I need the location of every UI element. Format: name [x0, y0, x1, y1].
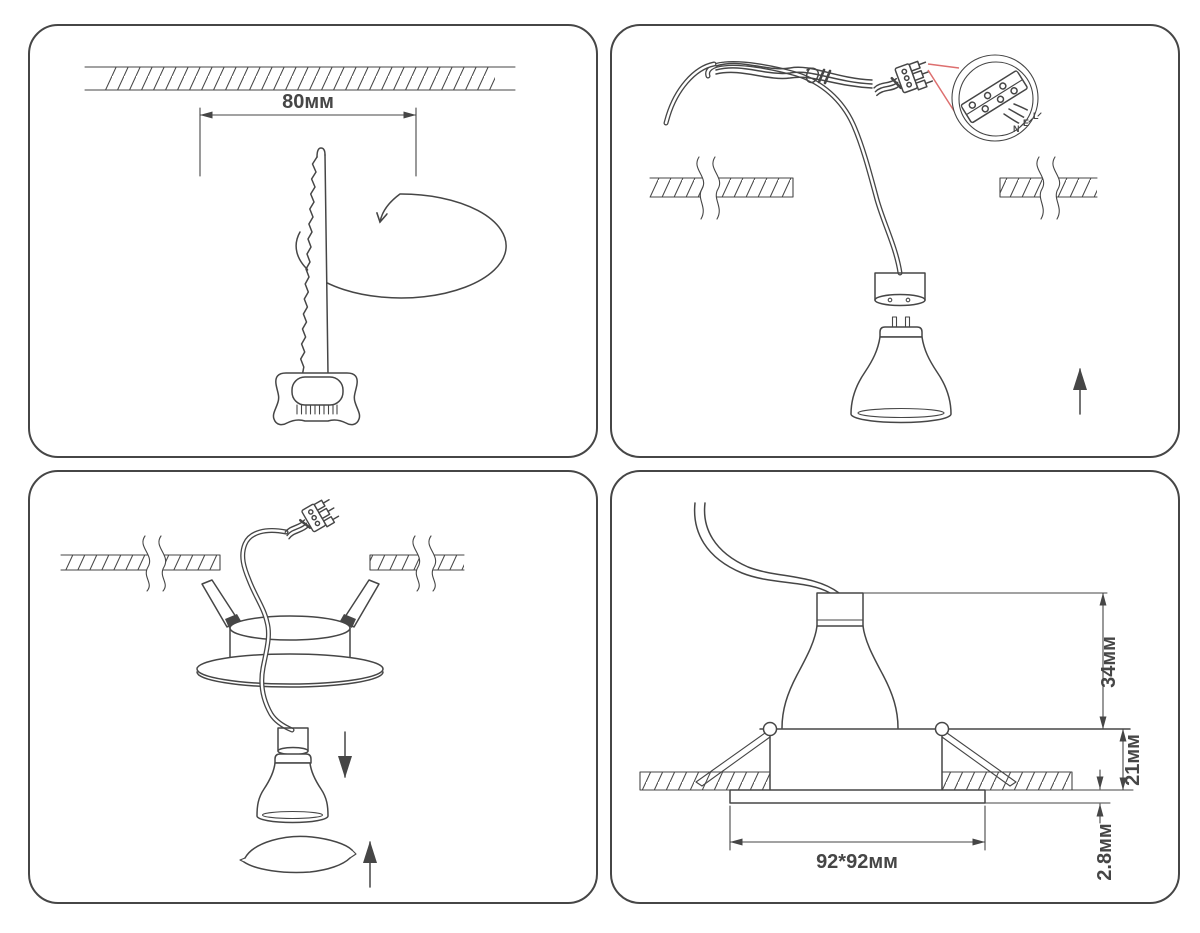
- gu10-bulb: [851, 317, 951, 423]
- ceiling-hatch-right: [942, 772, 1072, 790]
- pivot-left: [764, 723, 777, 736]
- panel-step3-install-fixture: [28, 470, 598, 904]
- recess-depth-label: 21мм: [1122, 734, 1144, 786]
- dimension-92mm: [730, 806, 985, 873]
- ceiling-hatch-left: [61, 555, 220, 570]
- panel-step1-cut-hole: [28, 24, 598, 458]
- wire-label-live: L: [1033, 111, 1039, 121]
- ceiling-cross-section: [85, 67, 515, 90]
- ceiling-cross-section: [61, 536, 464, 591]
- cut-circle-rotation-arrow: [296, 194, 506, 298]
- gu10-bulb: [782, 626, 898, 728]
- trim-ring-flange: [197, 654, 383, 684]
- trim-size-label: 92*92мм: [816, 851, 898, 873]
- trim-flange: [730, 790, 985, 803]
- lamp-holder: [875, 273, 925, 306]
- spring-ring: [240, 836, 356, 872]
- ceiling-cross-section: [640, 772, 1072, 790]
- fixture-can: [197, 616, 383, 687]
- terminal-block: [280, 496, 340, 546]
- wire-label-neutral: N: [1013, 124, 1020, 134]
- wire-label-earth: E: [1023, 118, 1030, 128]
- saw-handle: [273, 373, 359, 425]
- lamp-holder: [817, 593, 863, 626]
- panel-step2-connect-wires: [610, 24, 1180, 458]
- hole-diameter-dimension: [200, 91, 416, 176]
- dimension-34mm: [863, 593, 1120, 729]
- fixture-body: [764, 723, 949, 791]
- magnifier-circle: [952, 55, 1041, 141]
- spring-clip-right: [340, 580, 379, 628]
- bulb-assembly: [257, 728, 328, 822]
- ceiling-hatch-left: [650, 178, 793, 197]
- ceiling-hatch-left: [640, 772, 770, 790]
- ceiling-hatch: [105, 67, 495, 90]
- terminal-block: [870, 58, 933, 104]
- pivot-right: [936, 723, 949, 736]
- keyhole-saw: [273, 148, 359, 425]
- flange-thickness-label: 2.8мм: [1094, 823, 1116, 881]
- protrusion-height-label: 34мм: [1098, 636, 1120, 688]
- lamp-wire: [695, 503, 839, 593]
- spring-clip-left: [202, 580, 241, 628]
- dimension-21mm: [1072, 729, 1144, 790]
- hole-diameter-label: 80мм: [282, 91, 334, 113]
- panel-step4-dimensions: [610, 470, 1180, 904]
